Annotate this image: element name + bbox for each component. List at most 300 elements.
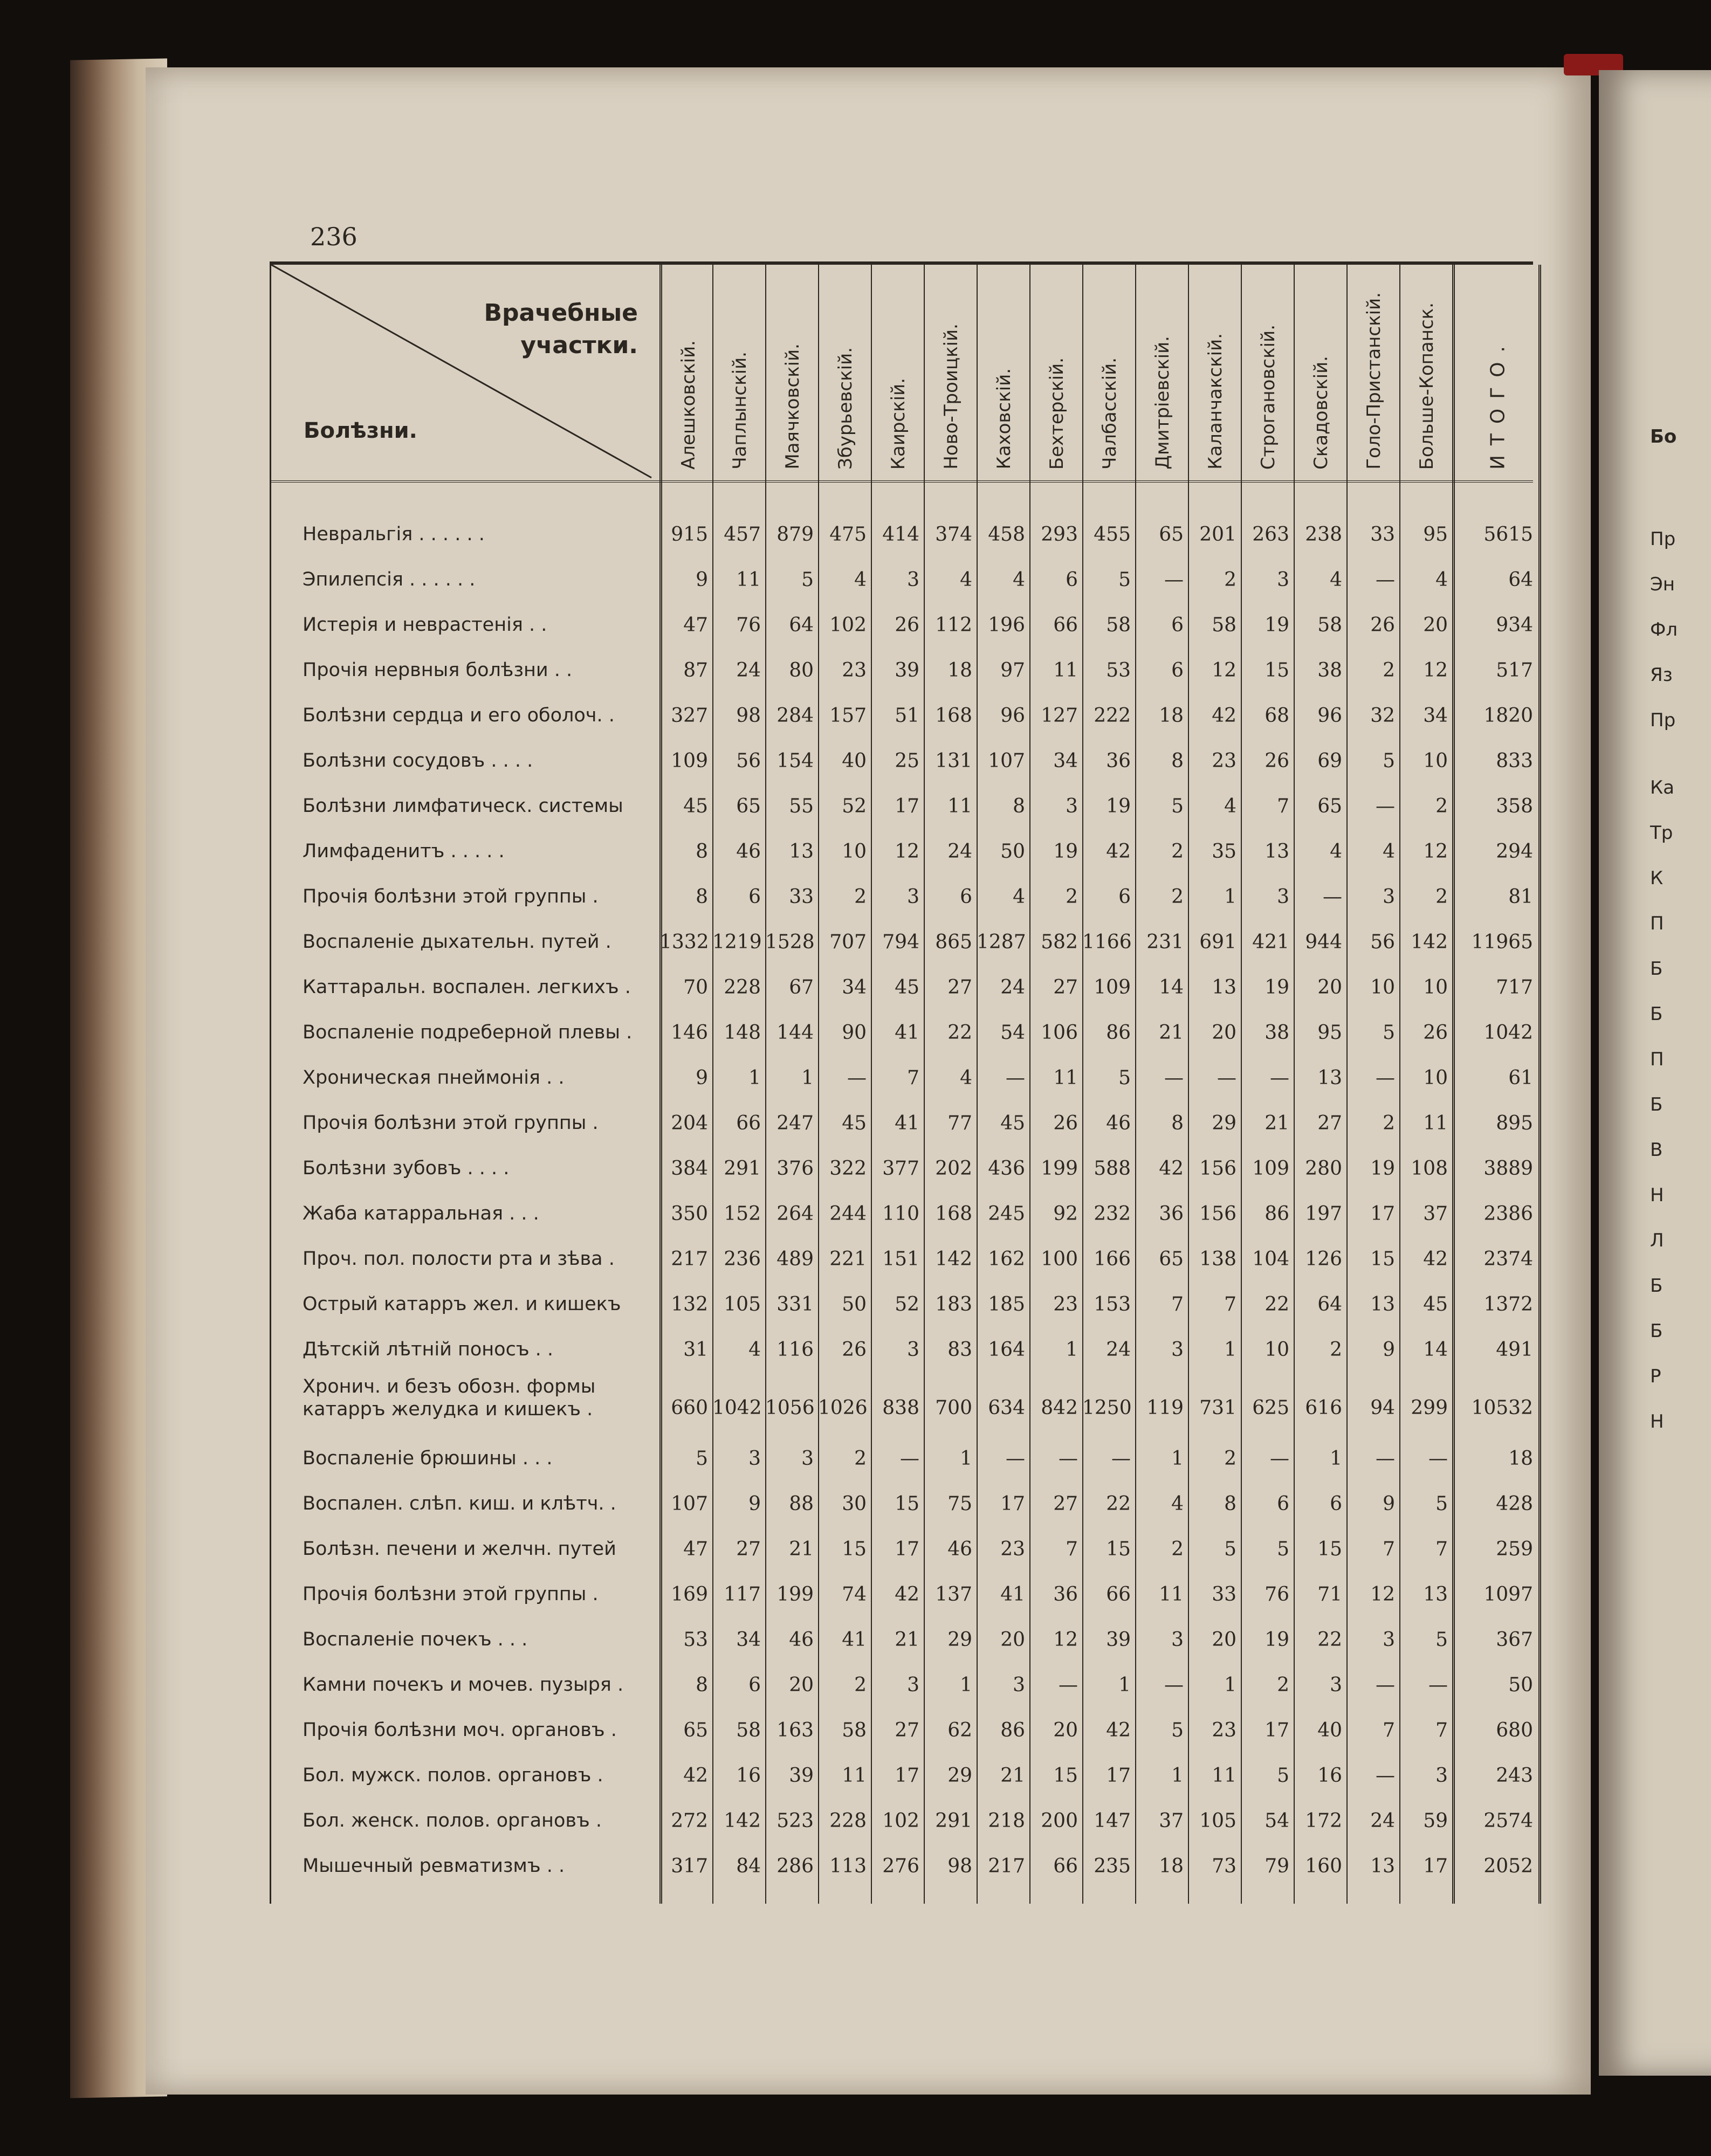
value-cell: 65 [1317, 795, 1342, 817]
value-cell: 291 [724, 1158, 761, 1180]
value-cell: 384 [671, 1158, 708, 1180]
value-cell: 21 [1159, 1022, 1184, 1044]
value-cell: 17 [895, 1765, 919, 1787]
value-cell: 46 [947, 1538, 972, 1560]
value-cell: 46 [1106, 1112, 1131, 1134]
value-cell: 90 [842, 1022, 867, 1044]
value-cell: 147 [1094, 1810, 1131, 1832]
value-cell: 23 [842, 659, 867, 681]
value-cell: 185 [988, 1293, 1025, 1315]
value-cell: 50 [842, 1293, 867, 1315]
value-cell: 40 [1317, 1719, 1342, 1741]
column-header [1452, 265, 1541, 480]
total-cell: 64 [1508, 569, 1533, 591]
disease-name: Лимфаденитъ . . . . . [303, 841, 505, 862]
value-cell: 9 [1383, 1339, 1395, 1361]
value-cell: 52 [895, 1293, 919, 1315]
value-cell: 25 [895, 750, 919, 772]
value-cell: 6 [1171, 659, 1184, 681]
value-cell: 127 [1041, 705, 1078, 727]
column-header-label: Алешковскій. [678, 340, 699, 470]
column-rule [1346, 480, 1348, 1904]
value-cell: 12 [895, 841, 919, 863]
disease-name: Болѣзни сердца и его оболоч. . [303, 705, 615, 726]
total-cell: 259 [1496, 1538, 1533, 1560]
value-cell: 5 [801, 569, 814, 591]
value-cell: 10 [1423, 750, 1448, 772]
value-cell: 86 [1000, 1719, 1025, 1741]
value-cell: 42 [1106, 841, 1131, 863]
value-cell: 13 [1265, 841, 1289, 863]
table-row [271, 694, 1533, 739]
column-header [659, 265, 715, 480]
disease-name: Хроническая пнеймонія . . [303, 1067, 565, 1089]
value-cell: 3 [1277, 569, 1289, 591]
value-cell: 2 [854, 1674, 867, 1696]
value-cell: 26 [842, 1339, 867, 1361]
table-row [271, 1844, 1533, 1890]
next-page-text-fragment: Н [1650, 1411, 1664, 1432]
total-cell: 2052 [1483, 1855, 1533, 1877]
value-cell: 276 [882, 1855, 919, 1877]
value-cell: 3 [801, 1448, 814, 1470]
value-cell: 163 [777, 1719, 814, 1741]
value-cell: 26 [1370, 614, 1395, 636]
value-cell: 196 [988, 614, 1025, 636]
value-cell: 33 [789, 886, 814, 908]
districts-label-line2: участки. [520, 332, 638, 359]
table-row [271, 920, 1533, 966]
next-page-edge [1599, 70, 1711, 2076]
table-row [271, 1573, 1533, 1618]
value-cell: 172 [1305, 1810, 1342, 1832]
value-cell: 15 [1106, 1538, 1131, 1560]
value-cell: 204 [671, 1112, 708, 1134]
next-page-text-fragment: Тр [1650, 822, 1673, 844]
value-cell: 24 [1000, 976, 1025, 998]
value-cell: 74 [842, 1583, 867, 1606]
value-cell: — [1164, 1674, 1184, 1696]
value-cell: 11 [947, 795, 972, 817]
value-cell: 37 [1423, 1203, 1448, 1225]
value-cell: 1 [1118, 1674, 1131, 1696]
value-cell: 634 [988, 1397, 1025, 1419]
value-cell: 39 [1106, 1629, 1131, 1651]
table-row [271, 1618, 1533, 1663]
total-cell: 81 [1508, 886, 1533, 908]
disease-name: Воспаленіе дыхательн. путей . [303, 931, 611, 953]
value-cell: 10 [1423, 1067, 1448, 1089]
value-cell: — [1376, 569, 1395, 591]
value-cell: 105 [724, 1293, 761, 1315]
next-page-text-fragment: Б [1650, 1094, 1663, 1115]
value-cell: 32 [1370, 705, 1395, 727]
table-row [271, 1147, 1533, 1192]
total-cell: 367 [1496, 1629, 1533, 1651]
value-cell: 20 [1000, 1629, 1025, 1651]
column-rule [1452, 480, 1455, 1904]
value-cell: 17 [1370, 1203, 1395, 1225]
column-header-label: Больше-Копанск. [1416, 302, 1438, 470]
value-cell: 7 [1383, 1719, 1395, 1741]
value-cell: 80 [789, 659, 814, 681]
value-cell: 11 [1159, 1583, 1184, 1606]
next-page-text-fragment: Л [1650, 1230, 1664, 1251]
next-page-text-fragment: П [1650, 1049, 1664, 1070]
value-cell: 2 [854, 1448, 867, 1470]
value-cell: 4 [1383, 841, 1395, 863]
value-cell: 24 [736, 659, 761, 681]
table-row [271, 1283, 1533, 1328]
value-cell: 109 [1252, 1158, 1289, 1180]
total-cell: 680 [1496, 1719, 1533, 1741]
value-cell: 20 [789, 1674, 814, 1696]
column-rule [977, 480, 978, 1904]
table-row [271, 649, 1533, 694]
value-cell: 4 [1013, 569, 1025, 591]
value-cell: 16 [736, 1765, 761, 1787]
total-cell: 1372 [1483, 1293, 1533, 1315]
disease-name: Прочія болѣзни этой группы . [303, 886, 599, 907]
value-cell: 731 [1199, 1397, 1236, 1419]
disease-name: Каттаральн. воспален. легкихъ . [303, 976, 631, 998]
value-cell: 20 [1053, 1719, 1078, 1741]
value-cell: 19 [1053, 841, 1078, 863]
value-cell: 117 [724, 1583, 761, 1606]
value-cell: 95 [1423, 523, 1448, 546]
value-cell: 95 [1317, 1022, 1342, 1044]
value-cell: 26 [1423, 1022, 1448, 1044]
value-cell: 102 [882, 1810, 919, 1832]
value-cell: 107 [671, 1493, 708, 1515]
value-cell: 10 [1265, 1339, 1289, 1361]
value-cell: 98 [947, 1855, 972, 1877]
total-cell: 1042 [1483, 1022, 1533, 1044]
column-rule [1399, 480, 1400, 1904]
value-cell: 58 [1317, 614, 1342, 636]
total-cell: 934 [1496, 614, 1533, 636]
value-cell: 377 [882, 1158, 919, 1180]
value-cell: 8 [696, 1674, 708, 1696]
value-cell: 168 [935, 1203, 972, 1225]
table-right-rule [1538, 265, 1541, 1904]
value-cell: 2 [1224, 569, 1236, 591]
value-cell: 92 [1053, 1203, 1078, 1225]
value-cell: 9 [696, 1067, 708, 1089]
value-cell: 414 [882, 523, 919, 546]
disease-name: Камни почекъ и мочев. пузыря . [303, 1674, 624, 1696]
value-cell: 51 [895, 705, 919, 727]
value-cell: 1 [960, 1448, 972, 1470]
value-cell: 1 [801, 1067, 814, 1089]
value-cell: 154 [777, 750, 814, 772]
value-cell: 17 [1000, 1493, 1025, 1515]
value-cell: 119 [1146, 1397, 1184, 1419]
value-cell: 2 [1224, 1448, 1236, 1470]
value-cell: 1056 [765, 1397, 815, 1419]
value-cell: 76 [1265, 1583, 1289, 1606]
column-rule [1029, 480, 1030, 1904]
value-cell: 17 [895, 795, 919, 817]
table-row [271, 1754, 1533, 1799]
value-cell: 3 [1013, 1674, 1025, 1696]
table-row [271, 739, 1533, 784]
value-cell: 2 [1066, 886, 1078, 908]
value-cell: 6 [748, 1674, 761, 1696]
value-cell: 7 [1171, 1293, 1184, 1315]
column-rule [1241, 480, 1242, 1904]
page-number: 236 [310, 222, 358, 251]
column-header [1294, 265, 1348, 480]
value-cell: 33 [1212, 1583, 1236, 1606]
value-cell: 280 [1305, 1158, 1342, 1180]
value-cell: 317 [671, 1855, 708, 1877]
value-cell: 4 [1330, 569, 1342, 591]
value-cell: 12 [1423, 841, 1448, 863]
value-cell: 36 [1053, 1583, 1078, 1606]
column-header-label: Голо-Пристанскій. [1363, 292, 1385, 470]
disease-name: Бол. мужск. полов. органовъ . [303, 1765, 603, 1786]
value-cell: 23 [1053, 1293, 1078, 1315]
value-cell: 27 [736, 1538, 761, 1560]
disease-name: Болѣзни сосудовъ . . . . [303, 750, 533, 772]
value-cell: 45 [1000, 1112, 1025, 1134]
column-rule [1294, 480, 1295, 1904]
value-cell: 21 [789, 1538, 814, 1560]
column-header [924, 265, 978, 480]
column-header [1399, 265, 1453, 480]
next-page-text-fragment: Б [1650, 1320, 1663, 1342]
value-cell: 8 [696, 886, 708, 908]
value-cell: 142 [724, 1810, 761, 1832]
next-page-text-fragment: Б [1650, 1003, 1663, 1025]
value-cell: 27 [1317, 1112, 1342, 1134]
value-cell: 3 [1383, 886, 1395, 908]
value-cell: 142 [935, 1248, 972, 1270]
value-cell: 4 [748, 1339, 761, 1361]
value-cell: 1166 [1082, 931, 1132, 953]
value-cell: 34 [1423, 705, 1448, 727]
value-cell: 235 [1094, 1855, 1131, 1877]
value-cell: 109 [671, 750, 708, 772]
value-cell: 8 [1171, 1112, 1184, 1134]
value-cell: 41 [842, 1629, 867, 1651]
total-cell: 1820 [1483, 705, 1533, 727]
disease-name: Проч. пол. полости рта и зѣва . [303, 1248, 615, 1270]
value-cell: — [1428, 1448, 1448, 1470]
value-cell: 20 [1212, 1022, 1236, 1044]
value-cell: 45 [683, 795, 708, 817]
value-cell: 8 [696, 841, 708, 863]
value-cell: 376 [777, 1158, 814, 1180]
value-cell: 217 [671, 1248, 708, 1270]
table-row [271, 1437, 1533, 1482]
value-cell: — [1006, 1067, 1025, 1089]
table-row [271, 1663, 1533, 1709]
value-cell: 6 [1171, 614, 1184, 636]
value-cell: 6 [1330, 1493, 1342, 1515]
value-cell: 73 [1212, 1855, 1236, 1877]
value-cell: 156 [1199, 1203, 1236, 1225]
value-cell: 22 [947, 1022, 972, 1044]
value-cell: 2 [1435, 795, 1448, 817]
value-cell: 2 [1435, 886, 1448, 908]
value-cell: 109 [1094, 976, 1131, 998]
value-cell: 14 [1159, 976, 1184, 998]
header-corner-cell [271, 265, 659, 480]
value-cell: 616 [1305, 1397, 1342, 1419]
value-cell: 126 [1305, 1248, 1342, 1270]
value-cell: 66 [1053, 614, 1078, 636]
total-cell: 2374 [1483, 1248, 1533, 1270]
table-row [271, 966, 1533, 1011]
value-cell: 244 [829, 1203, 867, 1225]
column-header-label: ИТОГО. [1487, 336, 1509, 470]
next-page-text-fragment: Пр [1650, 528, 1676, 550]
disease-name: Прочія болѣзни этой группы . [303, 1112, 599, 1134]
table-row [271, 1527, 1533, 1573]
value-cell: 58 [1212, 614, 1236, 636]
value-cell: 13 [1212, 976, 1236, 998]
total-cell: 5615 [1483, 523, 1533, 546]
column-rule [765, 480, 766, 1904]
value-cell: 98 [736, 705, 761, 727]
value-cell: 11 [1212, 1765, 1236, 1787]
value-cell: 245 [988, 1203, 1025, 1225]
value-cell: 4 [1224, 795, 1236, 817]
table-row [271, 830, 1533, 875]
value-cell: 5 [1118, 569, 1131, 591]
value-cell: 97 [1000, 659, 1025, 681]
value-cell: 144 [777, 1022, 814, 1044]
next-page-text-fragment: Бо [1650, 426, 1677, 447]
value-cell: 6 [1277, 1493, 1289, 1515]
value-cell: 23 [1212, 750, 1236, 772]
value-cell: 2 [1330, 1339, 1342, 1361]
value-cell: 53 [1106, 659, 1131, 681]
value-cell: 132 [671, 1293, 708, 1315]
value-cell: 12 [1053, 1629, 1078, 1651]
value-cell: 52 [842, 795, 867, 817]
value-cell: 15 [1053, 1765, 1078, 1787]
disease-name: Бол. женск. полов. органовъ . [303, 1810, 602, 1831]
value-cell: 69 [1317, 750, 1342, 772]
value-cell: 15 [842, 1538, 867, 1560]
value-cell: — [847, 1067, 867, 1089]
value-cell: 5 [1277, 1538, 1289, 1560]
value-cell: 13 [1317, 1067, 1342, 1089]
disease-name: Прочія болѣзни этой группы . [303, 1583, 599, 1605]
value-cell: 3 [1066, 795, 1078, 817]
value-cell: — [900, 1448, 919, 1470]
value-cell: 12 [1212, 659, 1236, 681]
value-cell: 5 [1277, 1765, 1289, 1787]
value-cell: 218 [988, 1810, 1025, 1832]
value-cell: 2 [1171, 886, 1184, 908]
column-header [977, 265, 1030, 480]
value-cell: 236 [724, 1248, 761, 1270]
value-cell: 691 [1199, 931, 1236, 953]
value-cell: 11 [1053, 659, 1078, 681]
value-cell: 24 [1106, 1339, 1131, 1361]
diseases-label: Болѣзни. [304, 418, 417, 443]
value-cell: 588 [1094, 1158, 1131, 1180]
disease-name: Острый катарръ жел. и кишекъ [303, 1293, 621, 1315]
value-cell: 42 [1423, 1248, 1448, 1270]
value-cell: — [1217, 1067, 1236, 1089]
value-cell: 94 [1370, 1397, 1395, 1419]
value-cell: 331 [777, 1293, 814, 1315]
value-cell: 33 [1370, 523, 1395, 546]
next-page-text-fragment: Фл [1650, 619, 1678, 640]
table-row [271, 603, 1533, 649]
value-cell: 238 [1305, 523, 1342, 546]
value-cell: 42 [1159, 1158, 1184, 1180]
value-cell: 166 [1094, 1248, 1131, 1270]
next-page-text-fragment: Яз [1650, 664, 1673, 686]
value-cell: 58 [842, 1719, 867, 1741]
total-cell: 2574 [1483, 1810, 1533, 1832]
value-cell: 27 [1053, 976, 1078, 998]
disease-name: Болѣзни лимфатическ. системы [303, 795, 623, 817]
value-cell: 12 [1423, 659, 1448, 681]
value-cell: — [1059, 1448, 1078, 1470]
value-cell: 228 [724, 976, 761, 998]
value-cell: 17 [895, 1538, 919, 1560]
value-cell: 26 [1265, 750, 1289, 772]
districts-label [422, 297, 638, 362]
table-row [271, 1011, 1533, 1056]
column-header-label: Бехтерскій. [1046, 357, 1068, 470]
value-cell: 201 [1199, 523, 1236, 546]
value-cell: 7 [1277, 795, 1289, 817]
total-cell: 491 [1496, 1339, 1533, 1361]
value-cell: 5 [1171, 795, 1184, 817]
value-cell: 6 [748, 886, 761, 908]
value-cell: 24 [947, 841, 972, 863]
value-cell: 3 [907, 1339, 919, 1361]
value-cell: 56 [736, 750, 761, 772]
value-cell: — [1164, 1067, 1184, 1089]
column-rule [1082, 480, 1083, 1904]
next-page-text-fragment: Б [1650, 958, 1663, 980]
value-cell: 3 [748, 1448, 761, 1470]
column-header [1029, 265, 1083, 480]
value-cell: 1042 [712, 1397, 762, 1419]
total-cell: 358 [1496, 795, 1533, 817]
value-cell: 4 [1330, 841, 1342, 863]
disease-name: Мышечный ревматизмъ . . [303, 1855, 565, 1877]
value-cell: 582 [1041, 931, 1078, 953]
value-cell: 156 [1199, 1158, 1236, 1180]
value-cell: 183 [935, 1293, 972, 1315]
value-cell: 19 [1265, 1629, 1289, 1651]
value-cell: 865 [935, 931, 972, 953]
value-cell: 15 [1265, 659, 1289, 681]
table-row [271, 1482, 1533, 1527]
value-cell: 1219 [712, 931, 762, 953]
column-rule [1188, 480, 1189, 1904]
value-cell: 42 [683, 1765, 708, 1787]
column-rule [659, 480, 662, 1904]
value-cell: 2 [1383, 1112, 1395, 1134]
value-cell: 11 [1053, 1067, 1078, 1089]
next-page-text-fragment: Р [1650, 1366, 1661, 1387]
disease-name: Воспален. слѣп. киш. и клѣтч. . [303, 1493, 616, 1514]
value-cell: 31 [683, 1339, 708, 1361]
value-cell: 112 [935, 614, 972, 636]
value-cell: 55 [789, 795, 814, 817]
